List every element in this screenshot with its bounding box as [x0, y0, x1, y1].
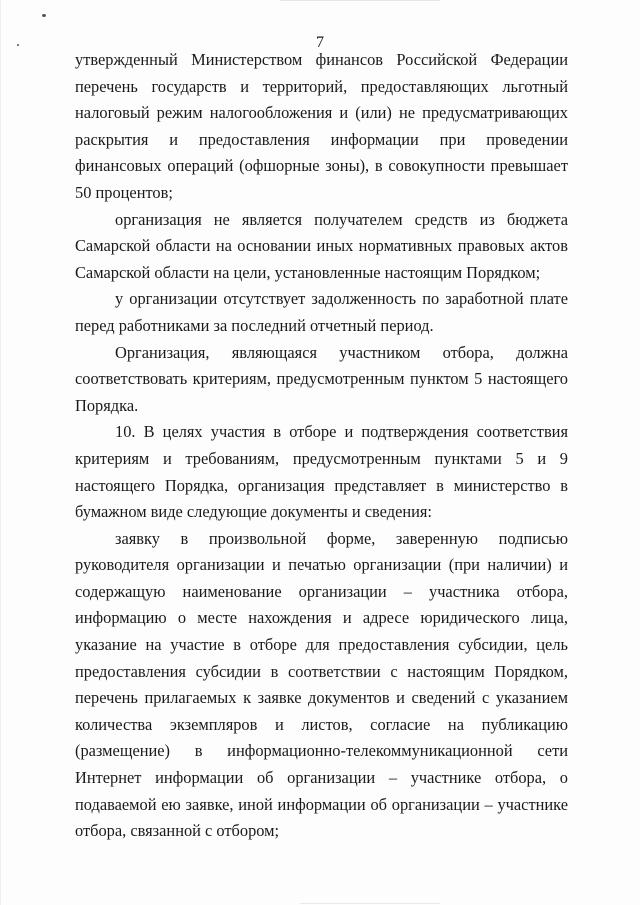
paragraph-salary-debt: у организации отсутствует задолженность по заработной плате перед работниками за последний отчетный период.	[75, 289, 568, 335]
scan-edge-bottom	[300, 903, 440, 904]
scan-speck	[42, 14, 46, 17]
paragraph-offshore-criteria: утвержденный Министерством финансов Российской Федерации перечень государств и территорий, предоставляющих льготный налоговый режим налогообложения и (или) не предусматривающих раскрытия и предоставления информации при проведении финансовых операций (офшорные зоны), в совокупности превышает 50 процентов;	[75, 50, 568, 202]
page-number: 7	[316, 34, 324, 51]
paragraph-criteria-compliance: Организация, являющаяся участником отбора, должна соответствовать критериям, предусмотренным пунктом 5 настоящего Порядка.	[75, 342, 568, 415]
scan-edge-top	[280, 0, 440, 1]
scan-edge-left	[0, 0, 1, 905]
document-body	[75, 47, 568, 845]
paragraph-budget-funds: организация не является получателем средств из бюджета Самарской области на основании иных нормативных правовых актов Самарской области на цели, установленные настоящим Порядком;	[75, 209, 568, 282]
paragraph-item-10: 10. В целях участия в отборе и подтверждения соответствия критериям и требованиям, предусмотренным пунктами 5 и 9 настоящего Порядка, организация представляет в министерство в бумажном виде следующие документы и сведения:	[75, 422, 568, 522]
paragraph-application: заявку в произвольной форме, заверенную подписью руководителя организации и печатью организации (при наличии) и содержащую наименование организации – участника отбора, информацию о месте нахождения и адресе юридического лица, указание на участие в отборе для предоставления субсидии, цель предоставления субсидии в соответствии с настоящим Порядком, перечень прилагаемых к заявке документов и сведений с указанием количества экземпляров и листов, согласие на публикацию (размещение) в информационно-телекоммуникационной сети Интернет информации об организации – участнике отбора, о подаваемой ею заявке, иной информации об организации – участнике отбора, связанной с отбором;	[75, 528, 568, 841]
